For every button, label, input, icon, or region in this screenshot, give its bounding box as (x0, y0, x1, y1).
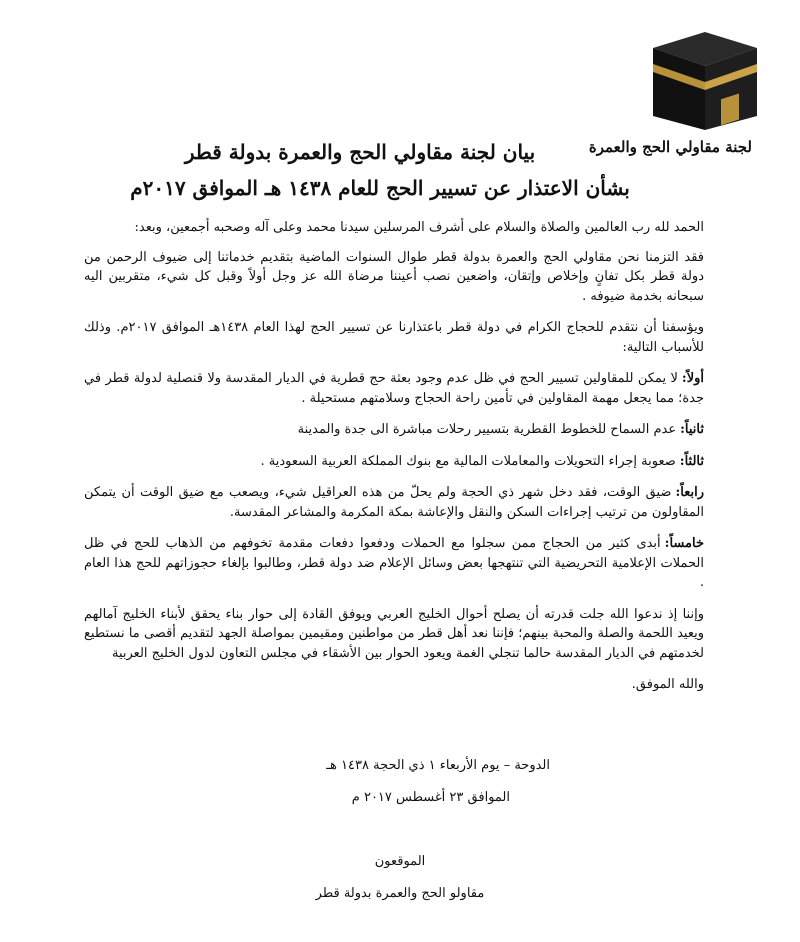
statement-body (84, 218, 704, 705)
date-block (170, 756, 550, 808)
opening-paragraph: الحمد لله رب العالمين والصلاة والسلام على أشرف المرسلين سيدنا محمد وعلى آله وصحبه أجمعين، وبعد: (134, 220, 704, 235)
reason-label: رابعاً: (675, 485, 704, 500)
statement-subtitle: بشأن الاعتذار عن تسيير الحج للعام ١٤٣٨ هـ الموافق ٢٠١٧م (130, 176, 630, 200)
intro-paragraph: فقد التزمنا نحن مقاولي الحج والعمرة بدولة قطر طوال السنوات الماضية بتقديم خدماتنا إلى ضيوف الرحمن من دولة قطر بكل تفانٍ وإخلاص وإتقان، واضعين نصب أعيننا مرضاة الله عز وجل أولاً وقبل كل شيء، متقربين اليه سبحانه بخدمة ضيوفه . (84, 249, 704, 304)
statement-title: بيان لجنة مقاولي الحج والعمرة بدولة قطر (184, 140, 536, 164)
reason-text: ضيق الوقت، فقد دخل شهر ذي الحجة ولم يحلّ من هذه العراقيل شيء، ويصعب مع ضيق الوقت أن يتمكن المقاولون من ترتيب إجراءات السكن والنقل والإعاشة بمكة المكرمة والمشاعر المقدسة. (84, 485, 704, 520)
reason-text: صعوبة إجراء التحويلات والمعاملات المالية مع بنوك المملكة العربية السعودية . (260, 453, 676, 469)
reason-label: خامساً: (664, 536, 704, 551)
blessing-line: والله الموفق. (631, 677, 704, 692)
logo-caption: لجنة مقاولي الحج والعمرة (588, 138, 752, 156)
reason-item (84, 369, 704, 408)
reason-text: لا يمكن للمقاولين تسيير الحج في ظل عدم وجود بعثة حج قطرية في الديار المقدسة ولا قنصلية لدولة قطر في جدة؛ مما يجعل مهمة المقاولين في تأمين راحة الحجاج وسلامتهم مستحيلة . (84, 371, 704, 406)
reason-text: أبدى كثير من الحجاج ممن سجلوا مع الحملات ودفعوا دفعات مقدمة تخوفهم من الذهاب للحج في ظل الحملات الإعلامية التحريضية التي تنتهجها بعض وسائل الإعلام ضد دولة قطر، وطالبوا بإلغاء حجوزاتهم للحج هذا العام . (84, 536, 704, 590)
hijri-date: الدوحة – يوم الأربعاء ١ ذي الحجة ١٤٣٨ هـ (326, 758, 550, 773)
committee-logo (588, 22, 780, 156)
reason-item (84, 452, 704, 472)
signature-block (250, 852, 550, 904)
reason-label: ثالثاً: (679, 453, 704, 469)
gregorian-date: الموافق ٢٣ أغسطس ٢٠١٧ م (351, 790, 510, 805)
closing-paragraph: وإننا إذ ندعوا الله جلت قدرته أن يصلح أحوال الخليج العربي ويوفق القادة إلى حوار بناء يحقق لأبناء الخليج آمالهم ويعيد اللحمة والصلة والمحبة بينهم؛ فإننا نعد أهل قطر من مواطنين ومقيمين بمواصلة الجهد لتقديم أقصى ما نستطيع لخدمتهم في الديار المقدسة حالما تنجلي الغمة ويعود الحوار بين الأشقاء في مجلس التعاون لدول الخليج العربية (84, 606, 704, 661)
kaaba-icon (645, 24, 765, 134)
reason-label: ثانياً: (680, 422, 704, 437)
signatory-name: مقاولو الحج والعمرة بدولة قطر (315, 886, 485, 901)
reason-item (84, 534, 704, 593)
reason-item (84, 483, 704, 522)
apology-paragraph: ويؤسفنا أن نتقدم للحجاج الكرام في دولة قطر باعتذارنا عن تسيير الحج لهذا العام ١٤٣٨هـ الموافق ٢٠١٧م. وذلك للأسباب التالية: (84, 320, 704, 355)
reason-text: عدم السماح للخطوط القطرية بتسيير رحلات مباشرة الى جدة والمدينة (297, 422, 677, 437)
signature-label: الموقعون (374, 854, 426, 869)
reason-label: أولاً: (681, 371, 704, 386)
reason-item (84, 420, 704, 440)
